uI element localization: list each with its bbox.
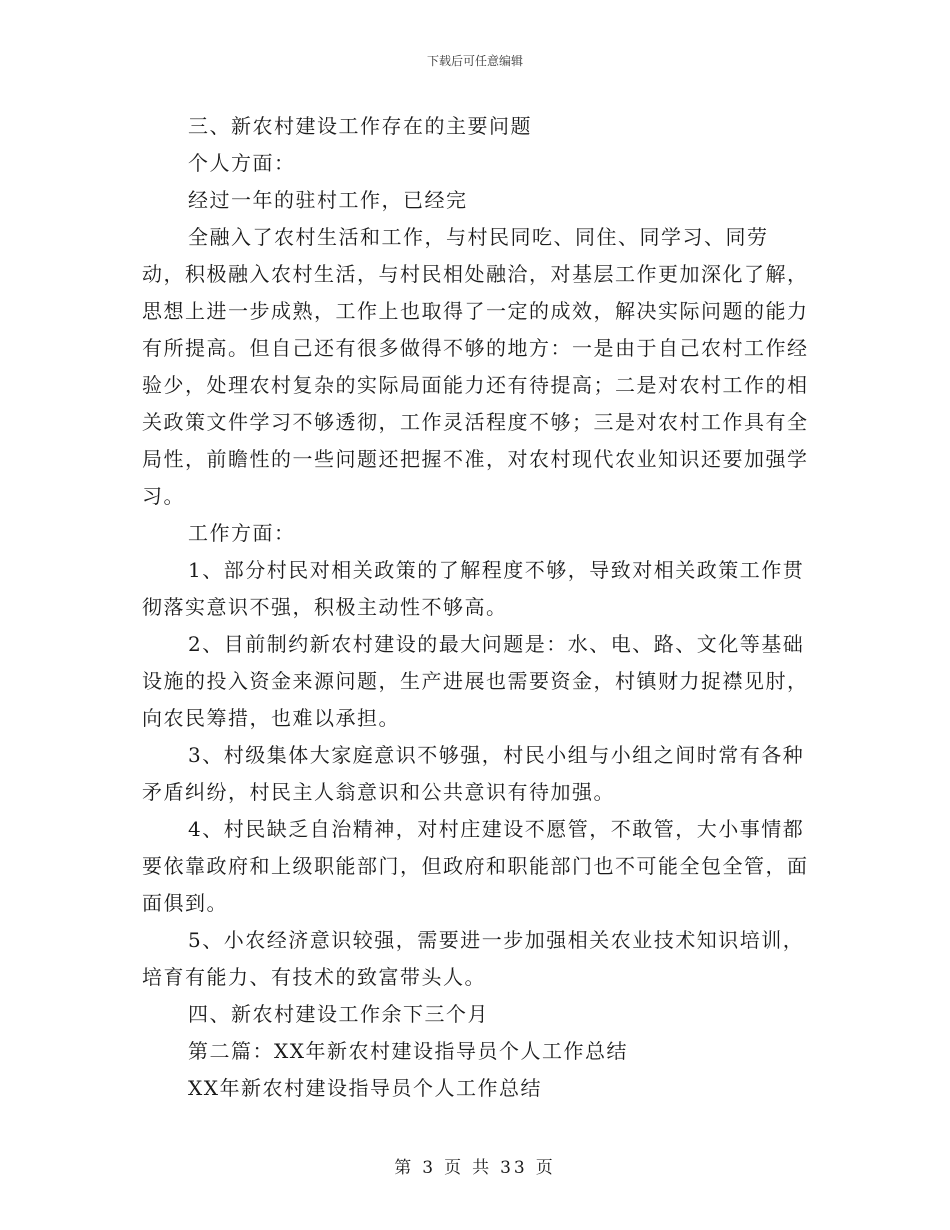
- paragraph-personal: 全融入了农村生活和工作，与村民同吃、同住、同学习、同劳动，积极融入农村生活，与村民相处融洽，对基层工作更加深化了解，思想上进一步成熟，工作上也取得了一定的成效，解决实际问题的能力有所提高。但自己还有很多做得不够的地方：一是由于自己农村工作经验少，处理农村复杂的实际局面能力还有待提高；二是对农村工作的相关政策文件学习不够透彻，工作灵活程度不够；三是对农村工作具有全局性，前瞻性的一些问题还把握不准，对农村现代农业知识还要加强学习。: [142, 225, 809, 508]
- work-item-1: 1、部分村民对相关政策的了解程度不够，导致对相关政策工作贯彻落实意识不强，积极主动性不够高。: [142, 558, 805, 619]
- page-number: 3: [422, 1158, 437, 1178]
- page-footer: [0, 1153, 950, 1178]
- footer-di: 第: [394, 1158, 415, 1178]
- personal-aspect-heading: 个人方面：: [188, 151, 296, 175]
- section-heading-4: 四、新农村建设工作余下三个月: [188, 1002, 489, 1026]
- section-heading-3: 三、新农村建设工作存在的主要问题: [188, 114, 532, 138]
- work-item-2: 2、目前制约新农村建设的最大问题是：水、电、路、文化等基础设施的投入资金来源问题，生产进展也需要资金，村镇财力捉襟见肘，向农民筹措，也难以承担。: [142, 632, 809, 730]
- total-pages: 33: [500, 1158, 528, 1178]
- page-header: 下载后可任意编辑: [426, 54, 523, 68]
- footer-ye: 页: [444, 1158, 465, 1178]
- footer-gong: 共: [472, 1158, 493, 1178]
- work-item-5: 5、小农经济意识较强，需要进一步加强相关农业技术知识培训，培育有能力、有技术的致富带头人。: [142, 928, 805, 989]
- work-item-3: 3、村级集体大家庭意识不够强，村民小组与小组之间时常有各种矛盾纠纷，村民主人翁意识和公共意识有待加强。: [142, 743, 805, 804]
- chapter-2-heading: 第二篇：XX年新农村建设指导员个人工作总结: [188, 1039, 628, 1063]
- chapter-2-title: XX年新农村建设指导员个人工作总结: [188, 1076, 542, 1100]
- document-body: [142, 108, 810, 1107]
- work-item-4: 4、村民缺乏自治精神，对村庄建设不愿管，不敢管，大小事情都要依靠政府和上级职能部门，但政府和职能部门也不可能全包全管，面面俱到。: [142, 817, 809, 915]
- work-aspect-heading: 工作方面：: [188, 521, 296, 545]
- paragraph-intro: 经过一年的驻村工作，已经完: [188, 188, 468, 212]
- footer-ye-end: 页: [535, 1158, 556, 1178]
